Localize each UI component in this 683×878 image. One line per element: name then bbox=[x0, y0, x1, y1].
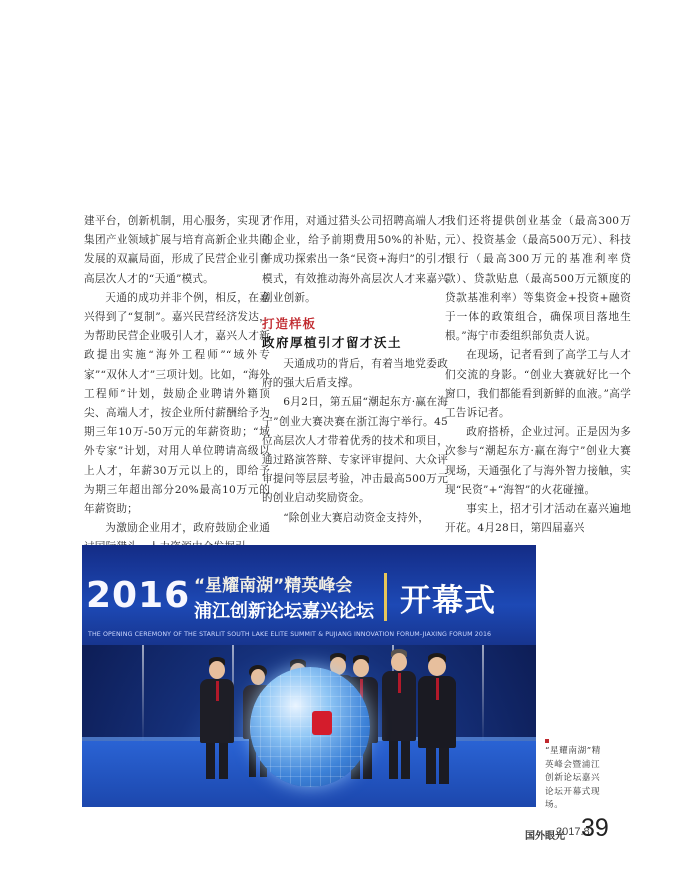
paragraph: 为激励企业用才，政府鼓励企业通 bbox=[105, 522, 270, 535]
paragraph: 才作用，对通过猎头公司招聘高端人才的企业，给予前期费用50%的补贴，并成功探索出一条“民资+海归”的引才模式，有效推动海外高层次人才来嘉兴创业创新。 bbox=[262, 215, 448, 304]
stage-screen bbox=[82, 545, 536, 645]
paragraph: 天通的成功并非个例，相反，在嘉兴得到了“复制”。嘉兴民营经济发达，为帮助民营企业吸引人才，嘉兴人才新政提出实施“海外工程师”“域外专家”“双休人才”三项计划。比如，“海外工程师”计划，鼓励企业聘请外籍顶尖、高端人才，按企业所付薪酬给予为期三年10万-50万元的年薪资助；“域外专家”计划，对用人单位聘请高级以上人才，年薪30万元以上的，即给予为期三年超出部分20%最高10万元的年薪资助； bbox=[84, 291, 270, 516]
banner-divider bbox=[384, 573, 387, 621]
photo-caption: “星耀南湖”精英峰会暨浦江创新论坛嘉兴论坛开幕式现场。 bbox=[545, 746, 601, 810]
light-beam bbox=[482, 645, 484, 745]
magazine-name: 国外眼光 bbox=[525, 831, 565, 842]
paragraph: 建平台，创新机制，用心服务，实现了集团产业领域扩展与培育高新企业共同发展的双赢局面，形成了民营企业引育高层次人才的“天通”模式。 bbox=[84, 215, 270, 285]
page-number: 39 bbox=[581, 814, 609, 842]
article-column-2 bbox=[262, 212, 448, 528]
caption-marker bbox=[545, 739, 549, 743]
banner-subtitle: 浦江创新论坛嘉兴论坛 bbox=[194, 601, 374, 622]
article-column-3 bbox=[445, 212, 631, 538]
banner-title: “星耀南湖”精英峰会 bbox=[194, 576, 353, 596]
issue-number: 2017.8 bbox=[556, 826, 590, 838]
banner-english-text: THE OPENING CEREMONY OF THE STARLIT SOUTH LAKE ELITE SUMMIT & PUJIANG INNOVATION FORUM-JIAXING FORUM 2016 bbox=[88, 631, 492, 638]
launch-globe bbox=[250, 667, 370, 787]
event-photo bbox=[82, 545, 536, 807]
section-tag: 打造样板 bbox=[262, 316, 317, 332]
paragraph: 在现场，记者看到了高学工与人才们交流的身影。“创业大赛就好比一个窗口，我们都能看到新鲜的血液。”高学工告诉记者。 bbox=[445, 349, 631, 420]
paragraph: 6月2日，第五届“潮起东方·赢在海宁”创业大赛决赛在浙江海宁举行。45位高层次人才带着优秀的技术和项目，通过路演答辩、专家评审提问、大众评审提问等层层考验，冲击最高500万元的创业启动奖励资金。 bbox=[262, 396, 448, 505]
light-beam bbox=[142, 645, 144, 745]
section-title: 政府厚植引才留才沃土 bbox=[262, 335, 403, 351]
article-column-1 bbox=[84, 212, 270, 558]
paragraph: 政府搭桥，企业过河。正是因为多次参与“潮起东方·赢在海宁”创业大赛现场，天通强化了与海外智力接触，实现“民资”+“海智”的火花碰撞。 bbox=[445, 426, 631, 496]
banner-year: 2016 bbox=[86, 575, 191, 616]
globe-logo-icon bbox=[312, 711, 332, 735]
paragraph: 我们还将提供创业基金（最高300万元）、投资基金（最高500万元）、科技银行（最高300万元的基准利率贷款）、贷款贴息（最高500万元额度的贷款基准利率）等集资金+投资+融资于一体的政策组合，确保项目落地生根。”海宁市委组织部负责人说。 bbox=[445, 215, 631, 343]
paragraph: “除创业大赛启动资金支持外， bbox=[283, 511, 430, 524]
paragraph: 事实上，招才引才活动在嘉兴遍地开花。4月28日，第四届嘉兴 bbox=[445, 503, 631, 535]
globe-grid bbox=[250, 667, 370, 787]
banner-opening-text: 开幕式 bbox=[400, 583, 496, 619]
paragraph: 天通成功的背后，有着当地党委政府的强大后盾支撑。 bbox=[262, 358, 448, 390]
